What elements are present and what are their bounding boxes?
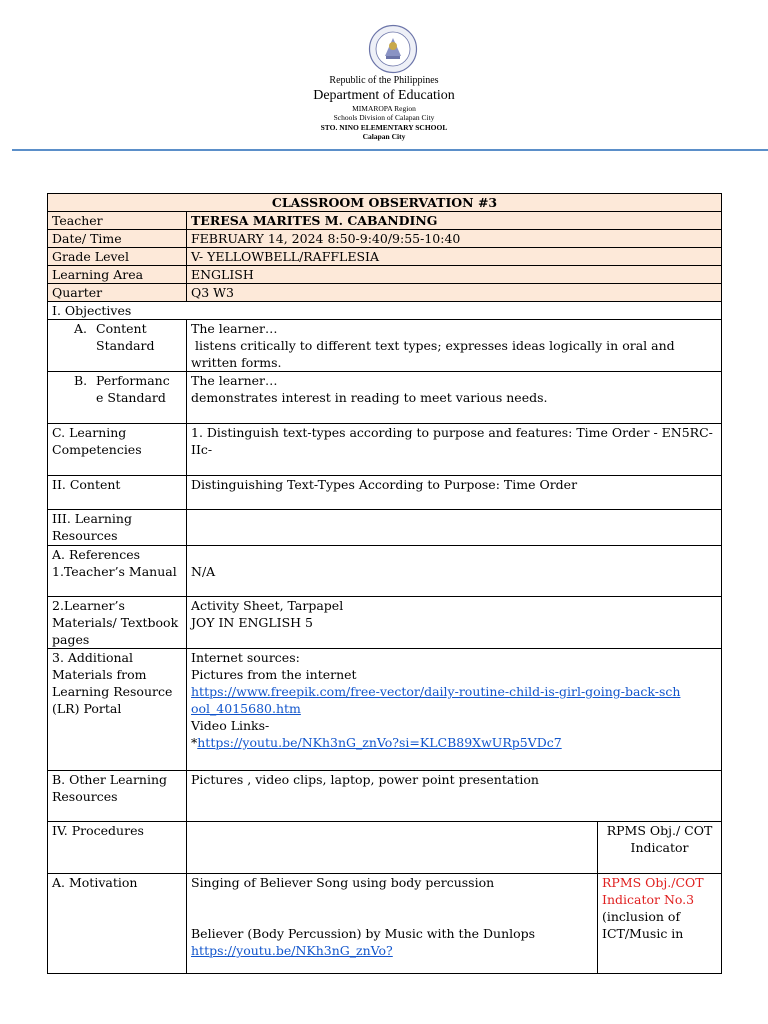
quarter-label: Quarter — [48, 284, 187, 302]
table-row — [48, 248, 722, 266]
learner-materials-label: 2.Learner’s Materials/ Textbook pages — [48, 597, 187, 649]
references-label: A. References 1.Teacher’s Manual — [48, 546, 187, 597]
procedures-label: IV. Procedures — [48, 822, 187, 874]
other-resources-value: Pictures , video clips, laptop, power point presentation — [187, 771, 722, 822]
area-value: ENGLISH — [187, 266, 722, 284]
content-label: II. Content — [48, 476, 187, 510]
teacher-label: Teacher — [48, 212, 187, 230]
performance-standard-label: Performance Standard — [96, 373, 170, 405]
references-value — [187, 546, 722, 597]
performance-standard-letter: B. — [74, 373, 88, 388]
city-line: Calapan City — [362, 132, 406, 141]
content-standard-value — [187, 320, 722, 372]
table-row — [48, 822, 722, 874]
believer-link[interactable]: https://youtu.be/NKh3nG_znVo? — [191, 943, 393, 958]
content-standard-label: Content Standard — [96, 321, 155, 353]
performance-standard-line1: The learner… — [191, 373, 278, 388]
division-line: Schools Division of Calapan City — [333, 113, 435, 122]
content-standard-line1: The learner… — [191, 321, 278, 336]
school-line: STO. NINO ELEMENTARY SCHOOL — [320, 123, 448, 132]
area-label: Learning Area — [48, 266, 187, 284]
observation-table — [47, 193, 722, 974]
grade-value: V- YELLOWBELL/RAFFLESIA — [187, 248, 722, 266]
header-divider — [12, 149, 768, 151]
references-text: N/A — [191, 563, 216, 579]
datetime-label: Date/ Time — [48, 230, 187, 248]
additional-label: 3. Additional Materials from Learning Resource (LR) Portal — [48, 649, 187, 771]
table-row — [48, 546, 722, 597]
rpms-indicator: RPMS Obj./COT Indicator No.3 — [602, 875, 704, 907]
additional-value — [187, 649, 722, 771]
rpms-header: RPMS Obj./ COT Indicator — [598, 822, 722, 874]
table-row — [48, 597, 722, 649]
republic-line: Republic of the Philippines — [329, 75, 439, 86]
resources-value — [187, 510, 722, 546]
additional-line2: Pictures from the internet — [191, 667, 357, 682]
performance-standard-label-cell — [48, 372, 187, 424]
datetime-value: FEBRUARY 14, 2024 8:50-9:40/9:55-10:40 — [187, 230, 722, 248]
content-standard-line2: listens critically to different text types; expresses ideas logically in oral and written forms. — [191, 338, 679, 370]
table-row — [48, 230, 722, 248]
performance-standard-value — [187, 372, 722, 424]
motivation-rpms — [598, 874, 722, 974]
objectives-label: I. Objectives — [48, 302, 722, 320]
procedures-value — [187, 822, 598, 874]
learner-materials-value — [187, 597, 722, 649]
table-row — [48, 476, 722, 510]
other-resources-label: B. Other Learning Resources — [48, 771, 187, 822]
motivation-label: A. Motivation — [48, 874, 187, 974]
table-row — [48, 771, 722, 822]
competencies-value: 1. Distinguish text-types according to purpose and features: Time Order - EN5RC-IIc- — [187, 424, 722, 476]
video-bullet: * — [191, 735, 198, 750]
table-row — [48, 302, 722, 320]
region-line: MIMAROPA Region — [352, 104, 416, 113]
table-row — [48, 874, 722, 974]
table-row — [48, 649, 722, 771]
content-standard-letter: A. — [74, 321, 88, 336]
content-standard-label-cell — [48, 320, 187, 372]
grade-label: Grade Level — [48, 248, 187, 266]
learner-materials-line1: Activity Sheet, Tarpapel — [191, 598, 344, 613]
table-row — [48, 372, 722, 424]
additional-line1: Internet sources: — [191, 650, 300, 665]
table-row — [48, 266, 722, 284]
table-row — [48, 424, 722, 476]
additional-line3: Video Links- — [191, 718, 270, 733]
content-value: Distinguishing Text-Types According to Purpose: Time Order — [187, 476, 722, 510]
motivation-line1: Singing of Believer Song using body percussion — [191, 875, 495, 890]
quarter-value: Q3 W3 — [187, 284, 722, 302]
learner-materials-line2: JOY IN ENGLISH 5 — [191, 615, 314, 630]
motivation-line2: Believer (Body Percussion) by Music with the Dunlops — [191, 926, 536, 941]
table-row — [48, 284, 722, 302]
department-line: Department of Education — [313, 88, 455, 103]
youtube-link[interactable]: https://youtu.be/NKh3nG_znVo?si=KLCB89XwURp5VDc7 — [197, 735, 562, 750]
performance-standard-line2: demonstrates interest in reading to meet various needs. — [191, 390, 548, 405]
freepik-link[interactable]: https://www.freepik.com/free-vector/daily-routine-child-is-girl-going-back-school_4015680.htm — [191, 684, 681, 716]
table-row — [48, 510, 722, 546]
table-row — [48, 320, 722, 372]
deped-seal-icon — [368, 24, 418, 74]
form-title: CLASSROOM OBSERVATION #3 — [48, 194, 722, 212]
teacher-value: TERESA MARITES M. CABANDING — [187, 212, 722, 230]
table-row — [48, 212, 722, 230]
letterhead — [0, 0, 768, 152]
table-row — [48, 194, 722, 212]
rpms-note: (inclusion of ICT/Music in — [602, 909, 684, 941]
competencies-label: C. Learning Competencies — [48, 424, 187, 476]
resources-label: III. Learning Resources — [48, 510, 187, 546]
motivation-value — [187, 874, 598, 974]
